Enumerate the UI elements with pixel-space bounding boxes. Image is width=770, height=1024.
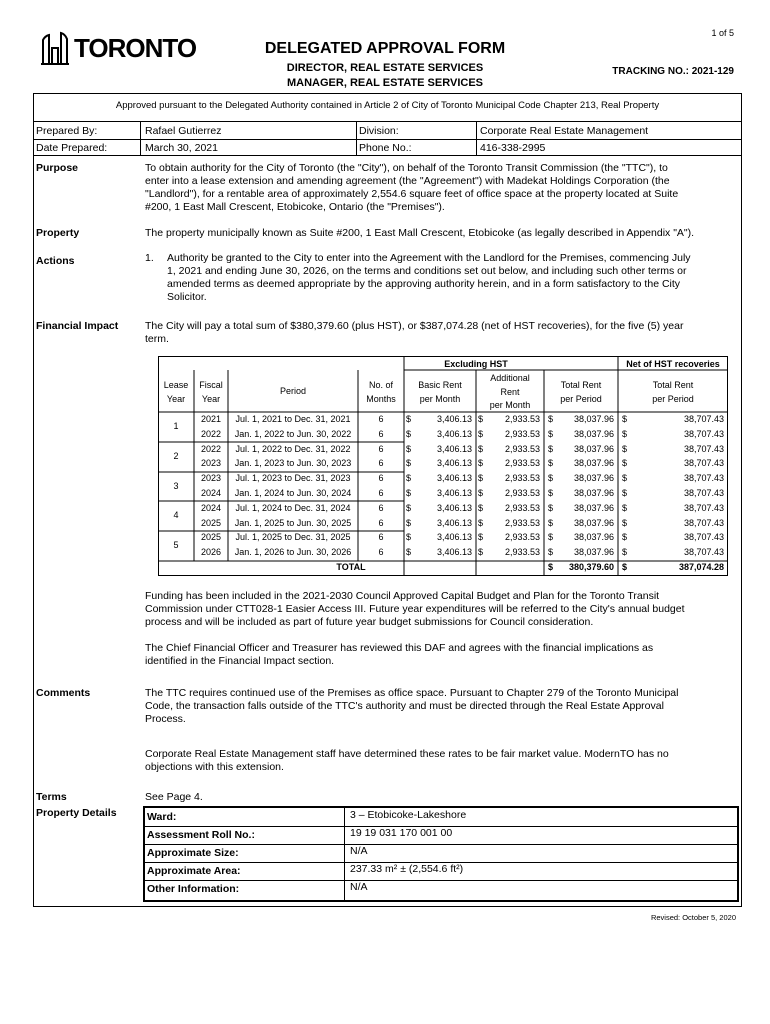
cell-period: Jan. 1, 2025 to Jun. 30, 2025 bbox=[234, 517, 352, 528]
cell-add-currency: $ bbox=[478, 443, 484, 454]
property-details-label: Property Details bbox=[36, 807, 117, 819]
cell-add-currency: $ bbox=[478, 532, 484, 543]
cell-total-currency: $ bbox=[548, 428, 554, 439]
cell-months: 6 bbox=[378, 532, 384, 543]
form-title: DELEGATED APPROVAL FORM bbox=[264, 40, 506, 57]
other-row bbox=[147, 880, 737, 899]
cell-additional-rent: 2,933.53 bbox=[504, 517, 540, 528]
cell-total-rent: 38,037.96 bbox=[573, 547, 614, 558]
purpose-text: To obtain authority for the City of Toronto (the "City"), on behalf of the Toronto Transit Commission (the "TTC"), to enter into a lease extension and amending agreement (the "Agreement") with Madekat Holdings Corporation (the "Landlord"), for a rentable area of approximately 2,554.6 square feet of office space at the property located at Suite #200, 1 East Mall Crescent, Etobicoke, Ontario (the "Premises"). bbox=[145, 162, 679, 213]
page-indicator: 1 of 5 bbox=[711, 28, 734, 38]
cell-total-rent: 38,037.96 bbox=[573, 414, 614, 424]
header-period: Period bbox=[279, 386, 306, 396]
tracking-number: TRACKING NO.: 2021-129 bbox=[612, 66, 734, 77]
terms-label: Terms bbox=[36, 791, 67, 803]
cell-additional-rent: 2,933.53 bbox=[504, 443, 540, 454]
cell-net-currency: $ bbox=[622, 488, 628, 498]
cell-total-rent: 38,037.96 bbox=[573, 458, 614, 469]
cell-net-rent: 38,707.43 bbox=[683, 458, 724, 469]
comments-fmv-text: Corporate Real Estate Management staff have determined these rates to be fair market value. ModernTO has no objections with this extension. bbox=[145, 748, 669, 773]
cell-base-currency: $ bbox=[406, 517, 412, 528]
cell-additional-rent: 2,933.53 bbox=[504, 532, 540, 543]
cell-net-rent: 38,707.43 bbox=[683, 517, 724, 528]
cell-net-currency: $ bbox=[622, 547, 628, 558]
cell-period: Jul. 1, 2023 to Dec. 31, 2023 bbox=[235, 473, 351, 484]
cell-fiscal-year: 2024 bbox=[200, 488, 222, 498]
cell-months: 6 bbox=[378, 414, 384, 424]
cell-basic-rent: 3,406.13 bbox=[436, 517, 472, 528]
action-number: 1. bbox=[145, 252, 154, 264]
division-label: Division: bbox=[359, 125, 399, 137]
cell-months: 6 bbox=[378, 473, 384, 484]
cell-months: 6 bbox=[378, 488, 384, 498]
cell-months: 6 bbox=[378, 428, 384, 439]
cell-net-currency: $ bbox=[622, 428, 628, 439]
cell-fiscal-year: 2023 bbox=[200, 458, 222, 469]
header-months: No. of Months bbox=[366, 380, 396, 404]
cell-net-currency: $ bbox=[622, 502, 628, 513]
other-label: Other Information: bbox=[147, 883, 240, 895]
cell-total-currency: $ bbox=[548, 488, 554, 498]
header-excluding-hst: Excluding HST bbox=[444, 359, 508, 369]
cell-base-currency: $ bbox=[406, 502, 412, 513]
cell-period: Jul. 1, 2024 to Dec. 31, 2024 bbox=[235, 502, 351, 513]
cell-months: 6 bbox=[378, 458, 384, 469]
size-row bbox=[147, 844, 737, 863]
cell-additional-rent: 2,933.53 bbox=[504, 458, 540, 469]
cell-fiscal-year: 2025 bbox=[200, 517, 222, 528]
cell-add-currency: $ bbox=[478, 547, 484, 558]
cell-additional-rent: 2,933.53 bbox=[504, 547, 540, 558]
size-label: Approximate Size: bbox=[147, 847, 239, 859]
cell-total-rent: 38,037.96 bbox=[573, 517, 614, 528]
property-label: Property bbox=[36, 227, 80, 239]
phone-label: Phone No.: bbox=[359, 142, 412, 154]
cell-fiscal-year: 2021 bbox=[200, 414, 222, 424]
cell-base-currency: $ bbox=[406, 443, 412, 454]
cfo-text: The Chief Financial Officer and Treasurer has reviewed this DAF and agrees with the financial implications as identified in the Financial Impact section. bbox=[145, 642, 654, 667]
other-value: N/A bbox=[350, 881, 368, 893]
cell-period: Jan. 1, 2023 to Jun. 30, 2023 bbox=[234, 458, 352, 469]
cell-net-rent: 38,707.43 bbox=[683, 428, 724, 439]
cell-additional-rent: 2,933.53 bbox=[504, 473, 540, 484]
cell-total-rent: 38,037.96 bbox=[573, 473, 614, 484]
cell-total-rent: 38,037.96 bbox=[573, 443, 614, 454]
cell-net-rent: 38,707.43 bbox=[683, 547, 724, 558]
total-label: TOTAL bbox=[336, 562, 366, 572]
roll-row bbox=[147, 826, 737, 845]
purpose-label: Purpose bbox=[36, 162, 79, 174]
cell-fiscal-year: 2025 bbox=[200, 532, 222, 543]
cell-lease-year: 5 bbox=[173, 539, 179, 550]
prepared-by-label: Prepared By: bbox=[36, 125, 98, 137]
cell-total-currency: $ bbox=[548, 473, 554, 484]
cell-base-currency: $ bbox=[406, 414, 412, 424]
cell-net-currency: $ bbox=[622, 443, 628, 454]
cell-basic-rent: 3,406.13 bbox=[436, 414, 472, 424]
form-subtitle bbox=[230, 61, 540, 91]
city-hall-icon bbox=[40, 30, 70, 66]
header-fiscal-year: Fiscal Year bbox=[199, 380, 223, 404]
area-value: 237.33 m² ± (2,554.6 ft²) bbox=[350, 863, 464, 875]
cell-fiscal-year: 2022 bbox=[200, 443, 222, 454]
total-net-value: 387,074.28 bbox=[678, 562, 724, 572]
cell-base-currency: $ bbox=[406, 488, 412, 498]
header-additional-rent: Additional Rent per Month bbox=[489, 373, 531, 410]
cell-additional-rent: 2,933.53 bbox=[504, 488, 540, 498]
cell-period: Jan. 1, 2024 to Jun. 30, 2024 bbox=[234, 488, 352, 498]
cell-total-currency: $ bbox=[548, 458, 554, 469]
cell-total-currency: $ bbox=[548, 547, 554, 558]
cell-period: Jul. 1, 2025 to Dec. 31, 2025 bbox=[235, 532, 351, 543]
cell-net-rent: 38,707.43 bbox=[683, 473, 724, 484]
property-text: The property municipally known as Suite #200, 1 East Mall Crescent, Etobicoke (as legally described in Appendix "A"). bbox=[145, 227, 695, 239]
size-value: N/A bbox=[350, 845, 368, 857]
revised-date: Revised: October 5, 2020 bbox=[650, 913, 736, 922]
subtitle-manager: MANAGER, REAL ESTATE SERVICES bbox=[287, 77, 483, 89]
cell-add-currency: $ bbox=[478, 428, 484, 439]
cell-lease-year: 4 bbox=[173, 510, 179, 521]
roll-value: 19 19 031 170 001 00 bbox=[350, 827, 453, 839]
cell-months: 6 bbox=[378, 502, 384, 513]
cell-total-currency: $ bbox=[548, 532, 554, 543]
cell-net-rent: 38,707.43 bbox=[683, 488, 724, 498]
subtitle-director: DIRECTOR, REAL ESTATE SERVICES bbox=[286, 62, 484, 74]
cell-add-currency: $ bbox=[478, 488, 484, 498]
phone-value: 416-338-2995 bbox=[480, 142, 546, 154]
cell-basic-rent: 3,406.13 bbox=[436, 473, 472, 484]
cell-total-currency: $ bbox=[548, 414, 554, 424]
cell-net-currency: $ bbox=[622, 532, 628, 543]
financial-impact-label: Financial Impact bbox=[36, 320, 119, 332]
cell-base-currency: $ bbox=[406, 532, 412, 543]
cell-basic-rent: 3,406.13 bbox=[436, 488, 472, 498]
funding-text: Funding has been included in the 2021-2030 Council Approved Capital Budget and Plan for the Toronto Transit Commission under CTT028-1 Easier Access III. Future year expenditures will be referred to the City's annual budget process and will be included as part of future year budget submissions for Council consideration. bbox=[145, 590, 685, 628]
cell-total-rent: 38,037.96 bbox=[573, 488, 614, 498]
cell-months: 6 bbox=[378, 443, 384, 454]
cell-fiscal-year: 2024 bbox=[200, 502, 222, 513]
cell-months: 6 bbox=[378, 547, 384, 558]
cell-months: 6 bbox=[378, 517, 384, 528]
toronto-logo bbox=[40, 26, 196, 70]
cell-fiscal-year: 2026 bbox=[200, 547, 222, 558]
date-prepared-value: March 30, 2021 bbox=[145, 142, 218, 154]
cell-basic-rent: 3,406.13 bbox=[436, 443, 472, 454]
header-basic-rent: Basic Rent per Month bbox=[418, 380, 462, 404]
cell-period: Jul. 1, 2021 to Dec. 31, 2021 bbox=[235, 414, 351, 424]
cell-net-currency: $ bbox=[622, 517, 628, 528]
cell-base-currency: $ bbox=[406, 428, 412, 439]
cell-basic-rent: 3,406.13 bbox=[436, 502, 472, 513]
cell-base-currency: $ bbox=[406, 473, 412, 484]
cell-total-rent: 38,037.96 bbox=[573, 428, 614, 439]
division-value: Corporate Real Estate Management bbox=[480, 125, 649, 137]
cell-add-currency: $ bbox=[478, 458, 484, 469]
approved-statement: Approved pursuant to the Delegated Authority contained in Article 2 of City of Toronto Municipal Code Chapter 213, Real Property bbox=[115, 100, 660, 111]
total-rent-currency: $ bbox=[548, 562, 554, 572]
cell-base-currency: $ bbox=[406, 547, 412, 558]
cell-net-currency: $ bbox=[622, 414, 628, 424]
cell-add-currency: $ bbox=[478, 473, 484, 484]
cell-net-currency: $ bbox=[622, 473, 628, 484]
comments-text: The TTC requires continued use of the Premises as office space. Pursuant to Chapter 279 of the Toronto Municipal Code, the transaction falls outside of the TTC's authority and must be directed through the Real Estate Approval Process. bbox=[145, 687, 679, 725]
area-row bbox=[147, 862, 737, 881]
cell-basic-rent: 3,406.13 bbox=[436, 547, 472, 558]
header-lease-year: Lease Year bbox=[163, 380, 189, 404]
cell-period: Jul. 1, 2022 to Dec. 31, 2022 bbox=[235, 443, 351, 454]
cell-total-rent: 38,037.96 bbox=[573, 502, 614, 513]
cell-period: Jan. 1, 2026 to Jun. 30, 2026 bbox=[234, 547, 352, 558]
cell-additional-rent: 2,933.53 bbox=[504, 414, 540, 424]
cell-base-currency: $ bbox=[406, 458, 412, 469]
cell-net-rent: 38,707.43 bbox=[683, 443, 724, 454]
area-label: Approximate Area: bbox=[147, 865, 241, 877]
cell-additional-rent: 2,933.53 bbox=[504, 502, 540, 513]
total-net-currency: $ bbox=[622, 562, 628, 572]
date-prepared-label: Date Prepared: bbox=[36, 142, 108, 154]
cell-basic-rent: 3,406.13 bbox=[436, 532, 472, 543]
cell-additional-rent: 2,933.53 bbox=[504, 428, 540, 439]
property-details-table bbox=[143, 806, 739, 902]
cell-period: Jan. 1, 2022 to Jun. 30, 2022 bbox=[234, 428, 352, 439]
header-net-total-rent: Total Rent per Period bbox=[652, 380, 694, 404]
cell-total-currency: $ bbox=[548, 443, 554, 454]
cell-fiscal-year: 2022 bbox=[200, 428, 222, 439]
financial-summary: The City will pay a total sum of $380,379.60 (plus HST), or $387,074.28 (net of HST recoveries), for the five (5) year term. bbox=[145, 320, 684, 345]
ward-label: Ward: bbox=[147, 811, 177, 823]
cell-add-currency: $ bbox=[478, 517, 484, 528]
total-rent-value: 380,379.60 bbox=[568, 562, 614, 572]
cell-net-rent: 38,707.43 bbox=[683, 502, 724, 513]
prepared-by-value: Rafael Gutierrez bbox=[145, 125, 222, 137]
cell-total-rent: 38,037.96 bbox=[573, 532, 614, 543]
cell-net-currency: $ bbox=[622, 458, 628, 469]
terms-text: See Page 4. bbox=[145, 791, 203, 803]
cell-total-currency: $ bbox=[548, 502, 554, 513]
cell-basic-rent: 3,406.13 bbox=[436, 428, 472, 439]
roll-label: Assessment Roll No.: bbox=[147, 829, 255, 841]
cell-lease-year: 1 bbox=[173, 421, 179, 432]
ward-row bbox=[147, 808, 737, 827]
cell-basic-rent: 3,406.13 bbox=[436, 458, 472, 469]
cell-lease-year: 3 bbox=[173, 480, 179, 491]
cell-net-rent: 38,707.43 bbox=[683, 532, 724, 543]
cell-fiscal-year: 2023 bbox=[200, 473, 222, 484]
logo-wordmark: TORONTO bbox=[74, 32, 197, 63]
header-total-rent: Total Rent per Period bbox=[560, 380, 602, 404]
header-net-hst: Net of HST recoveries bbox=[626, 359, 720, 369]
actions-label: Actions bbox=[36, 255, 75, 267]
cell-total-currency: $ bbox=[548, 517, 554, 528]
cell-add-currency: $ bbox=[478, 414, 484, 424]
actions-text: Authority be granted to the City to enter into the Agreement with the Landlord for the Premises, commencing July 1, 2021 and ending June 30, 2026, on the terms and conditions set out below, and including such other terms or amended terms as deemed appropriate by the approving authority herein, and in a form satisfactory to the City Solicitor. bbox=[167, 252, 691, 303]
cell-add-currency: $ bbox=[478, 502, 484, 513]
comments-label: Comments bbox=[36, 687, 91, 699]
cell-net-rent: 38,707.43 bbox=[683, 414, 724, 424]
ward-value: 3 – Etobicoke-Lakeshore bbox=[350, 809, 467, 821]
cell-lease-year: 2 bbox=[173, 451, 179, 461]
